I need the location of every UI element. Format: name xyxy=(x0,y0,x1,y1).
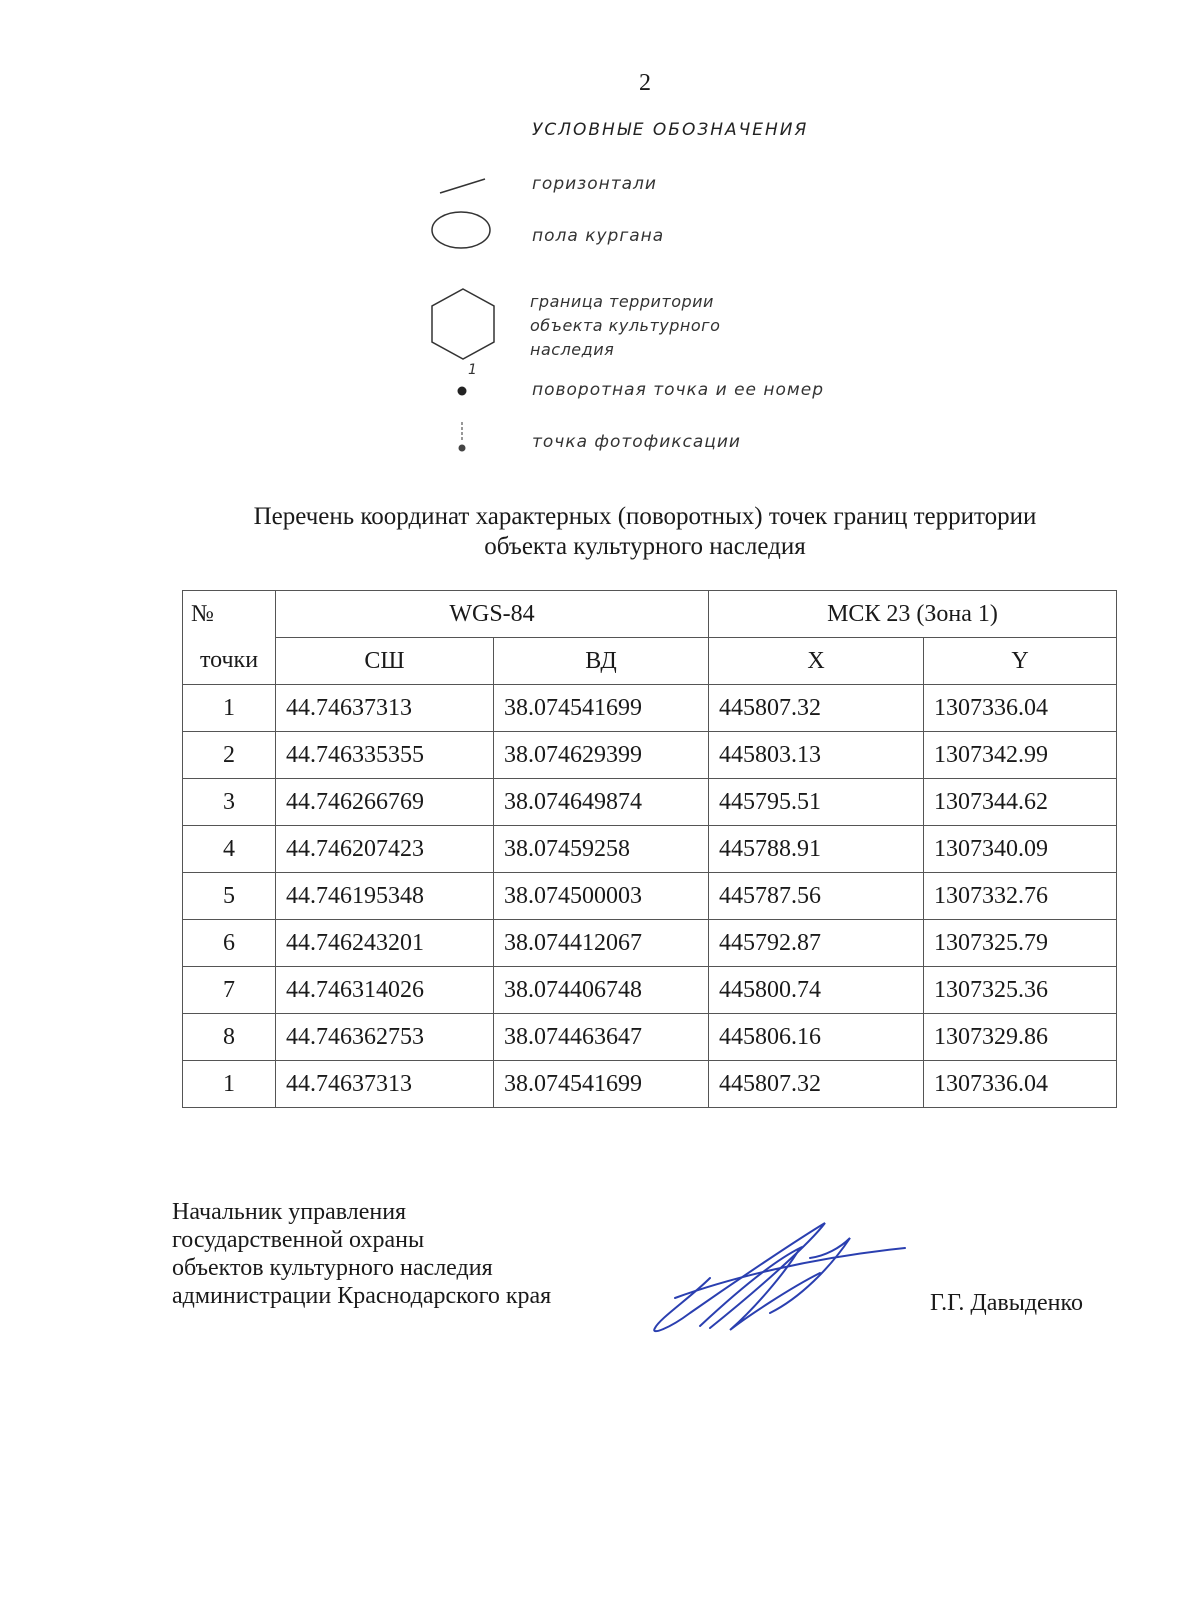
table-row xyxy=(183,873,1117,920)
turning-point-icon xyxy=(455,384,469,398)
cell-latitude: 44.746195348 xyxy=(276,873,494,920)
table-row xyxy=(183,967,1117,1014)
cell-x-coordinate: 445787.56 xyxy=(709,873,924,920)
table-title xyxy=(0,502,1200,562)
legend-label-boundary-line: объекта культурного xyxy=(530,316,721,335)
cell-x-coordinate: 445792.87 xyxy=(709,920,924,967)
legend-label-boundary xyxy=(530,290,720,362)
table-row xyxy=(183,685,1117,732)
table-header-row xyxy=(183,591,1117,638)
signer-name: Г.Г. Давыденко xyxy=(930,1290,1083,1316)
table-row xyxy=(183,1061,1117,1108)
cell-latitude: 44.746335355 xyxy=(276,732,494,779)
header-msk23: МСК 23 (Зона 1) xyxy=(709,591,1117,638)
table-subheader-row xyxy=(183,638,1117,685)
cell-y-coordinate: 1307344.62 xyxy=(924,779,1117,826)
signatory-line: Начальник управления xyxy=(172,1199,407,1225)
legend-title: УСЛОВНЫЕ ОБОЗНАЧЕНИЯ xyxy=(532,120,809,140)
page-number: 2 xyxy=(639,70,651,96)
legend-label-mound: пола кургана xyxy=(532,226,665,246)
signatory-line: администрации Краснодарского края xyxy=(172,1283,552,1309)
cell-y-coordinate: 1307325.36 xyxy=(924,967,1117,1014)
cell-point-number: 3 xyxy=(183,779,276,826)
legend-label-boundary-line: наследия xyxy=(530,340,615,359)
cell-y-coordinate: 1307325.79 xyxy=(924,920,1117,967)
table-row xyxy=(183,779,1117,826)
cell-x-coordinate: 445807.32 xyxy=(709,685,924,732)
cell-point-number: 4 xyxy=(183,826,276,873)
cell-point-number: 1 xyxy=(183,685,276,732)
legend-label-turning-point: поворотная точка и ее номер xyxy=(532,380,824,400)
handwritten-signature xyxy=(650,1218,910,1338)
cell-x-coordinate: 445795.51 xyxy=(709,779,924,826)
header-latitude: СШ xyxy=(276,638,494,685)
cell-y-coordinate: 1307336.04 xyxy=(924,685,1117,732)
cell-point-number: 1 xyxy=(183,1061,276,1108)
cell-latitude: 44.746266769 xyxy=(276,779,494,826)
table-row xyxy=(183,1014,1117,1061)
signatory-title xyxy=(172,1198,551,1310)
cell-x-coordinate: 445806.16 xyxy=(709,1014,924,1061)
cell-y-coordinate: 1307332.76 xyxy=(924,873,1117,920)
signatory-line: государственной охраны xyxy=(172,1227,425,1253)
cell-y-coordinate: 1307329.86 xyxy=(924,1014,1117,1061)
header-point-no: № xyxy=(183,591,276,638)
header-longitude: ВД xyxy=(494,638,709,685)
header-x: X xyxy=(709,638,924,685)
header-y: Y xyxy=(924,638,1117,685)
table-row xyxy=(183,826,1117,873)
cell-longitude: 38.074541699 xyxy=(494,685,709,732)
cell-y-coordinate: 1307340.09 xyxy=(924,826,1117,873)
legend-label-photo-point: точка фотофиксации xyxy=(532,432,741,452)
legend-label-boundary-line: граница территории xyxy=(530,292,714,311)
cell-point-number: 7 xyxy=(183,967,276,1014)
cell-x-coordinate: 445803.13 xyxy=(709,732,924,779)
hexagon-icon xyxy=(428,286,498,362)
table-title-line: Перечень координат характерных (поворотных) точек границ территории xyxy=(253,503,1037,530)
table-row xyxy=(183,920,1117,967)
table-row xyxy=(183,732,1117,779)
cell-point-number: 5 xyxy=(183,873,276,920)
cell-latitude: 44.746207423 xyxy=(276,826,494,873)
coordinates-table xyxy=(182,590,1117,1108)
cell-longitude: 38.074500003 xyxy=(494,873,709,920)
cell-point-number: 8 xyxy=(183,1014,276,1061)
cell-x-coordinate: 445788.91 xyxy=(709,826,924,873)
header-point-label: точки xyxy=(183,638,276,685)
cell-latitude: 44.746362753 xyxy=(276,1014,494,1061)
cell-latitude: 44.746314026 xyxy=(276,967,494,1014)
cell-longitude: 38.074629399 xyxy=(494,732,709,779)
cell-x-coordinate: 445807.32 xyxy=(709,1061,924,1108)
legend-label-contours: горизонтали xyxy=(532,174,657,194)
photo-point-icon xyxy=(455,420,469,456)
cell-x-coordinate: 445800.74 xyxy=(709,967,924,1014)
cell-longitude: 38.074412067 xyxy=(494,920,709,967)
cell-latitude: 44.74637313 xyxy=(276,685,494,732)
turning-point-number: 1 xyxy=(468,362,478,378)
cell-longitude: 38.074649874 xyxy=(494,779,709,826)
ellipse-icon xyxy=(428,208,494,252)
cell-point-number: 2 xyxy=(183,732,276,779)
cell-longitude: 38.074406748 xyxy=(494,967,709,1014)
cell-longitude: 38.074463647 xyxy=(494,1014,709,1061)
cell-longitude: 38.074541699 xyxy=(494,1061,709,1108)
cell-latitude: 44.746243201 xyxy=(276,920,494,967)
cell-point-number: 6 xyxy=(183,920,276,967)
cell-y-coordinate: 1307342.99 xyxy=(924,732,1117,779)
cell-longitude: 38.07459258 xyxy=(494,826,709,873)
signatory-line: объектов культурного наследия xyxy=(172,1255,493,1281)
contour-line-icon xyxy=(438,176,488,196)
table-title-line: объекта культурного наследия xyxy=(484,533,806,560)
header-wgs84: WGS-84 xyxy=(276,591,709,638)
cell-y-coordinate: 1307336.04 xyxy=(924,1061,1117,1108)
cell-latitude: 44.74637313 xyxy=(276,1061,494,1108)
